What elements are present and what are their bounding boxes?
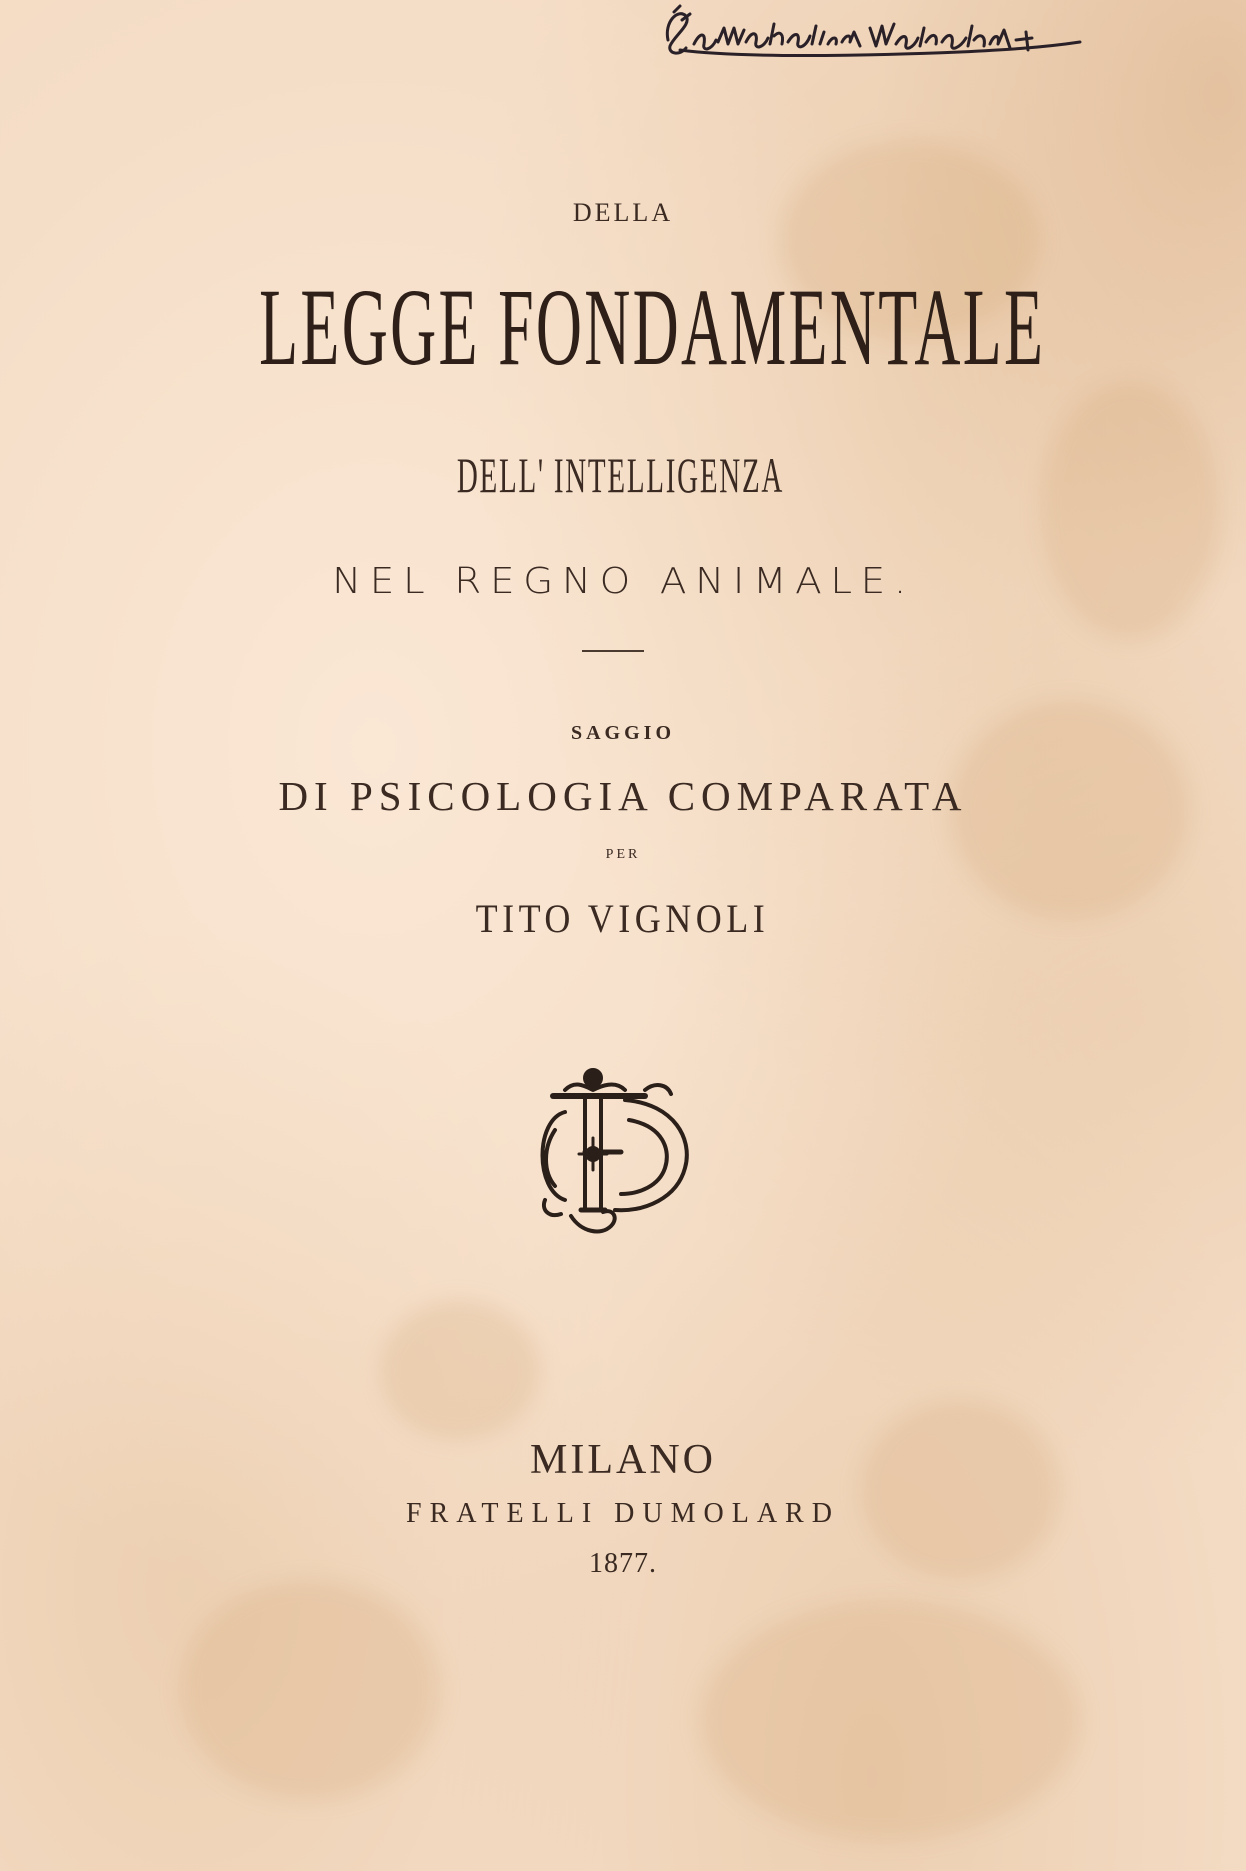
publisher-name: FRATELLI DUMOLARD [406,1498,840,1529]
genre-label: SAGGIO [570,722,676,744]
subtitle-intelligence: DELL' INTELLIGENZA [456,447,785,503]
publisher-monogram-icon [525,1060,705,1240]
subtitle-animal-kingdom: NEL REGNO ANIMALE. [332,561,915,602]
foxing-stain [180,1580,440,1800]
author-name: TITO VIGNOLI [475,896,770,941]
divider-rule [582,650,644,652]
foxing-stain [380,1300,540,1440]
foxing-stain [700,1600,1080,1840]
handwritten-signature [660,2,1090,72]
publication-city: MILANO [530,1437,716,1483]
main-title: LEGGE FONDAMENTALE [259,266,1046,388]
pre-title: DELLA [572,198,674,227]
subject-line: DI PSICOLOGIA COMPARATA [278,773,968,819]
by-label: PER [605,847,641,862]
publication-year: 1877. [589,1548,657,1579]
